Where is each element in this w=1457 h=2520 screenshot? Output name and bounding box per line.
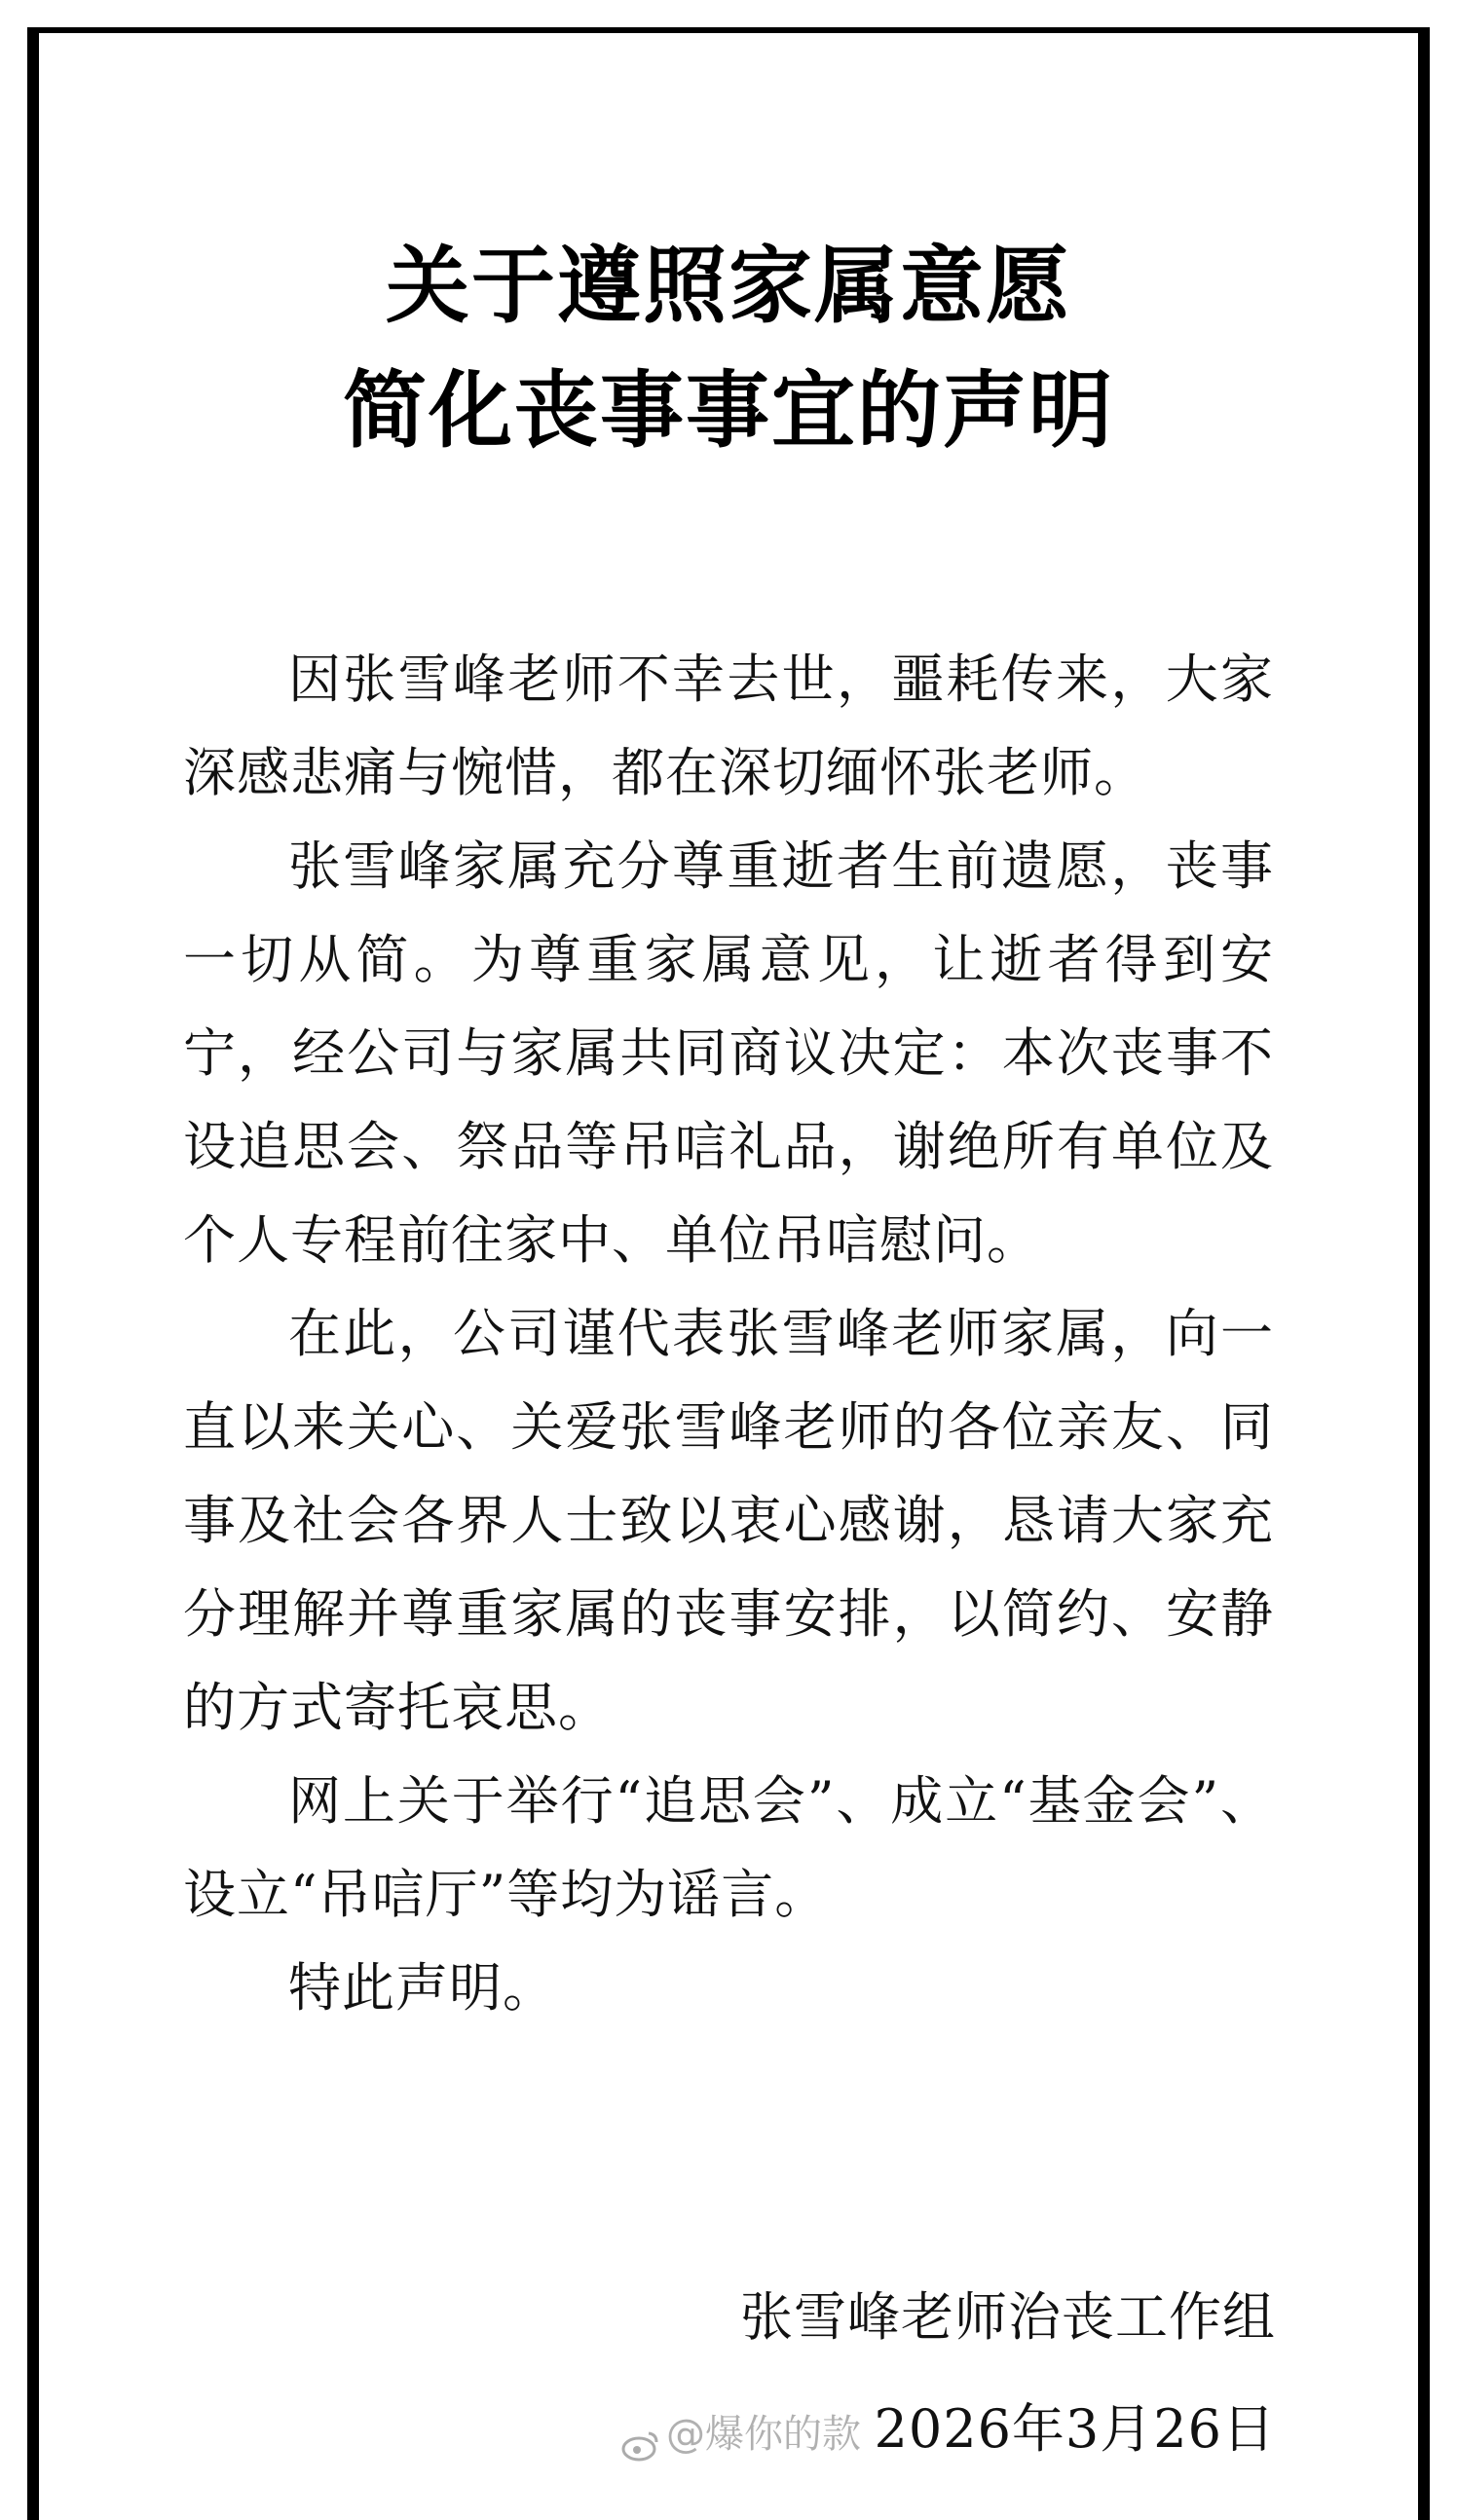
paragraph-4: 网上关于举行“追思会”、成立“基金会”、设立“吊唁厅”等均为谣言。 — [183, 1770, 1274, 1925]
document-title-line-2: 简化丧事事宜的声明 — [343, 362, 1114, 460]
weibo-icon — [621, 2420, 660, 2453]
paragraph-5: 特此声明。 — [288, 1957, 556, 2019]
signature-date: 2026年3月26日 — [874, 2398, 1276, 2460]
document-title-line-1: 关于遵照家属意愿 — [386, 238, 1071, 335]
signature-organization: 张雪峰老师治丧工作组 — [740, 2286, 1276, 2348]
paragraph-1: 因张雪峰老师不幸去世，噩耗传来，大家深感悲痛与惋惜，都在深切缅怀张老师。 — [183, 649, 1274, 803]
watermark-text: @爆你的款 — [666, 2412, 861, 2457]
watermark — [621, 2405, 861, 2464]
paragraph-3: 在此，公司谨代表张雪峰老师家属，向一直以来关心、关爱张雪峰老师的各位亲友、同事及社会各界人士致以衷心感谢，恳请大家充分理解并尊重家属的丧事安排，以简约、安静的方式寄托哀思。 — [183, 1303, 1274, 1738]
paragraph-2: 张雪峰家属充分尊重逝者生前遗愿，丧事一切从简。为尊重家属意见，让逝者得到安宁，经公司与家属共同商议决定：本次丧事不设追思会、祭品等吊唁礼品，谢绝所有单位及个人专程前往家中、单位吊唁慰问。 — [183, 835, 1274, 1271]
